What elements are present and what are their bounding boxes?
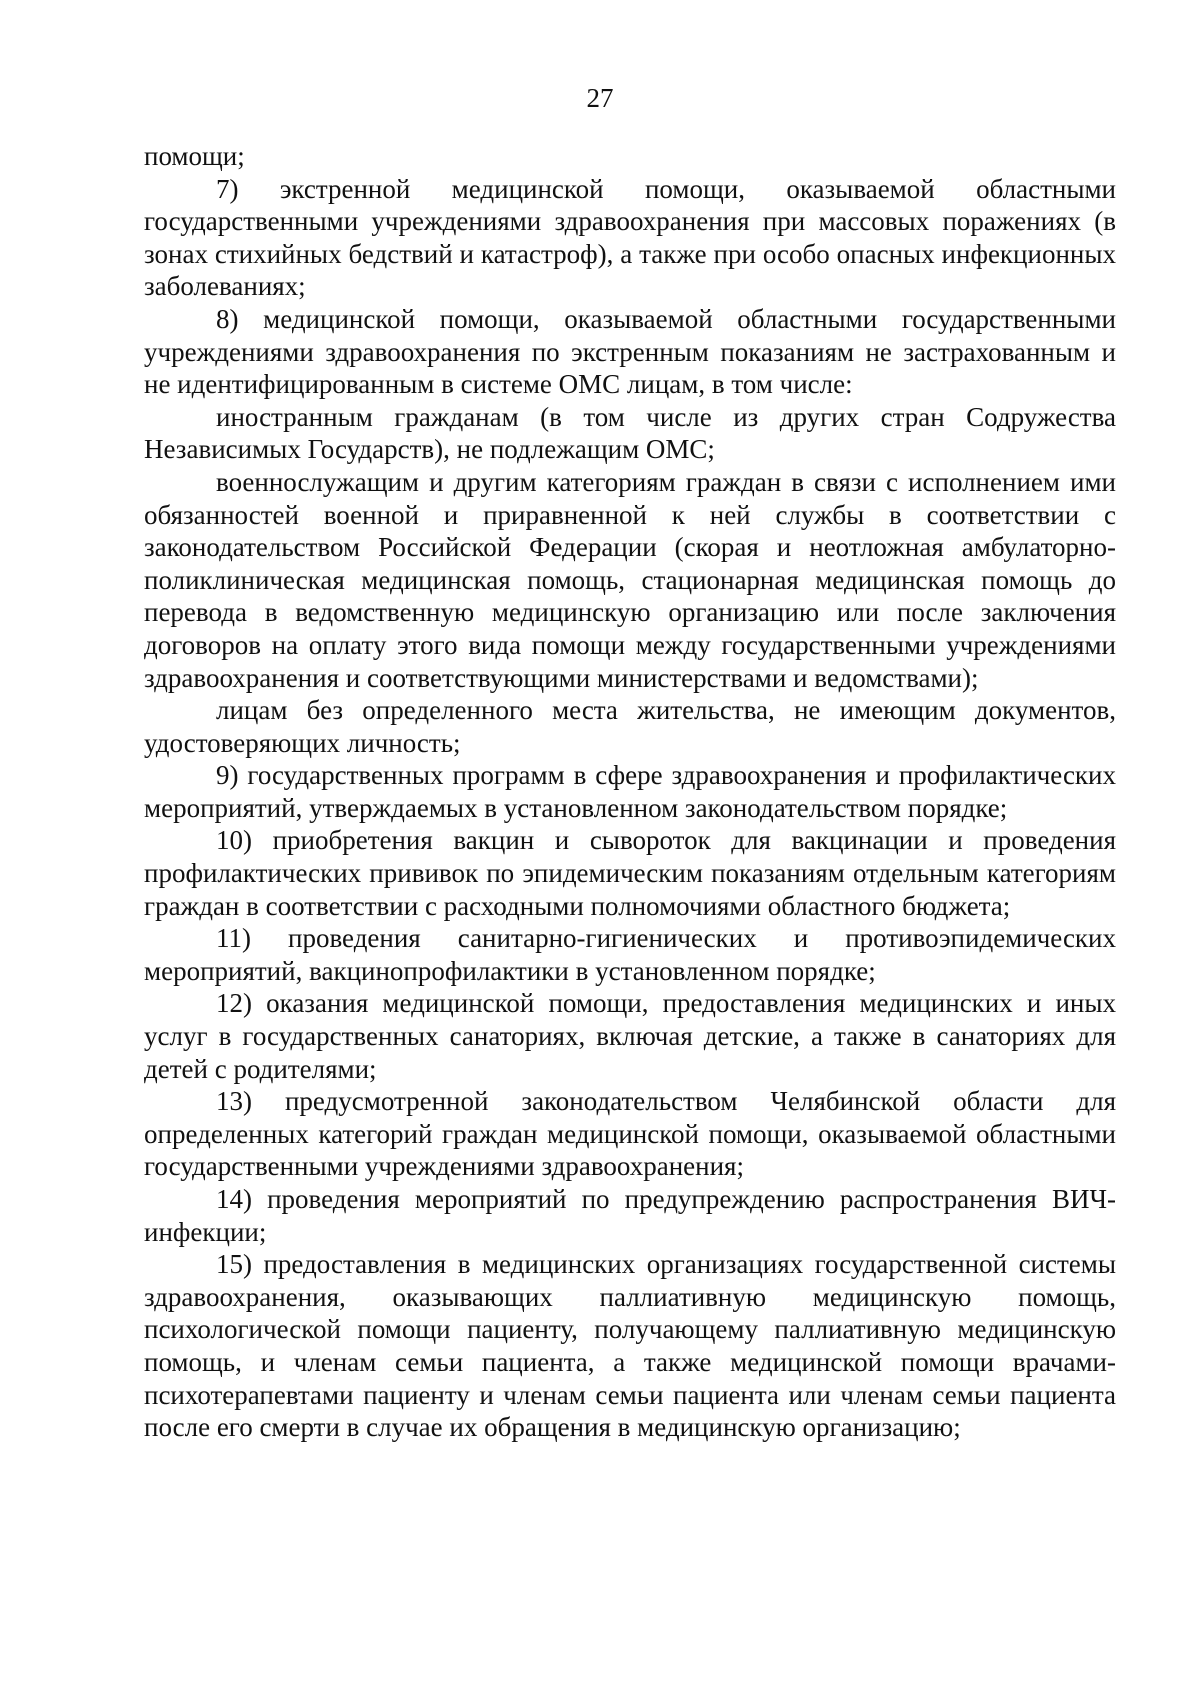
paragraph-item-13: 13) предусмотренной законодательством Челябинской области для определенных категорий граждан медицинской помощи, оказываемой областными государственными учреждениями здравоохранения; — [144, 1086, 1116, 1182]
paragraph-item-10: 10) приобретения вакцин и сывороток для вакцинации и проведения профилактических прививок по эпидемическим показаниям отдельным категориям граждан в соответствии с расходными полномочиями областного бюджета; — [144, 825, 1116, 921]
page-number: 27 — [586, 83, 614, 113]
paragraph-military-personnel: военнослужащим и другим категориям граждан в связи с исполнением ими обязанностей военной и приравненной к ней службы в соответствии с законодательством Российской Федерации (скорая и неотложная амбулаторно-поликлиническая медицинская помощь, стационарная медицинская помощь до перевода в ведомственную медицинскую организацию или после заключения договоров на оплату этого вида помощи между государственными учреждениями здравоохранения и соответствующими министерствами и ведомствами); — [144, 466, 1116, 693]
paragraph-item-8: 8) медицинской помощи, оказываемой областными государственными учреждениями здравоохранения по экстренным показаниям не застрахованным и не идентифицированным в системе ОМС лицам, в том числе: — [144, 303, 1116, 400]
paragraph-foreign-citizens: иностранным гражданам (в том числе из других стран Содружества Независимых Государств), не подлежащим ОМС; — [144, 401, 1116, 465]
paragraph-item-9: 9) государственных программ в сфере здравоохранения и профилактических мероприятий, утверждаемых в установленном законодательством порядке; — [144, 760, 1116, 823]
document-body — [144, 140, 1116, 1444]
paragraph-item-12: 12) оказания медицинской помощи, предоставления медицинских и иных услуг в государственных санаториях, включая детские, а также в санаториях для детей с родителями; — [144, 988, 1116, 1084]
paragraph-continuation: помощи; — [144, 141, 245, 171]
paragraph-item-7: 7) экстренной медицинской помощи, оказываемой областными государственными учреждениями здравоохранения при массовых поражениях (в зонах стихийных бедствий и катастроф), а также при особо опасных инфекционных заболеваниях; — [144, 173, 1116, 302]
paragraph-homeless-persons: лицам без определенного места жительства, не имеющим документов, удостоверяющих личность; — [144, 695, 1116, 758]
paragraph-item-15: 15) предоставления в медицинских организациях государственной системы здравоохранения, оказывающих паллиативную медицинскую помощь, психологической помощи пациенту, получающему паллиативную медицинскую помощь, и членам семьи пациента, а также медицинской помощи врачами-психотерапевтами пациенту и членам семьи пациента или членам семьи пациента после его смерти в случае их обращения в медицинскую организацию; — [144, 1249, 1116, 1443]
paragraph-item-14: 14) проведения мероприятий по предупреждению распространения ВИЧ-инфекции; — [144, 1184, 1116, 1247]
paragraph-item-11: 11) проведения санитарно-гигиенических и противоэпидемических мероприятий, вакцинопрофилактики в установленном порядке; — [144, 923, 1116, 986]
